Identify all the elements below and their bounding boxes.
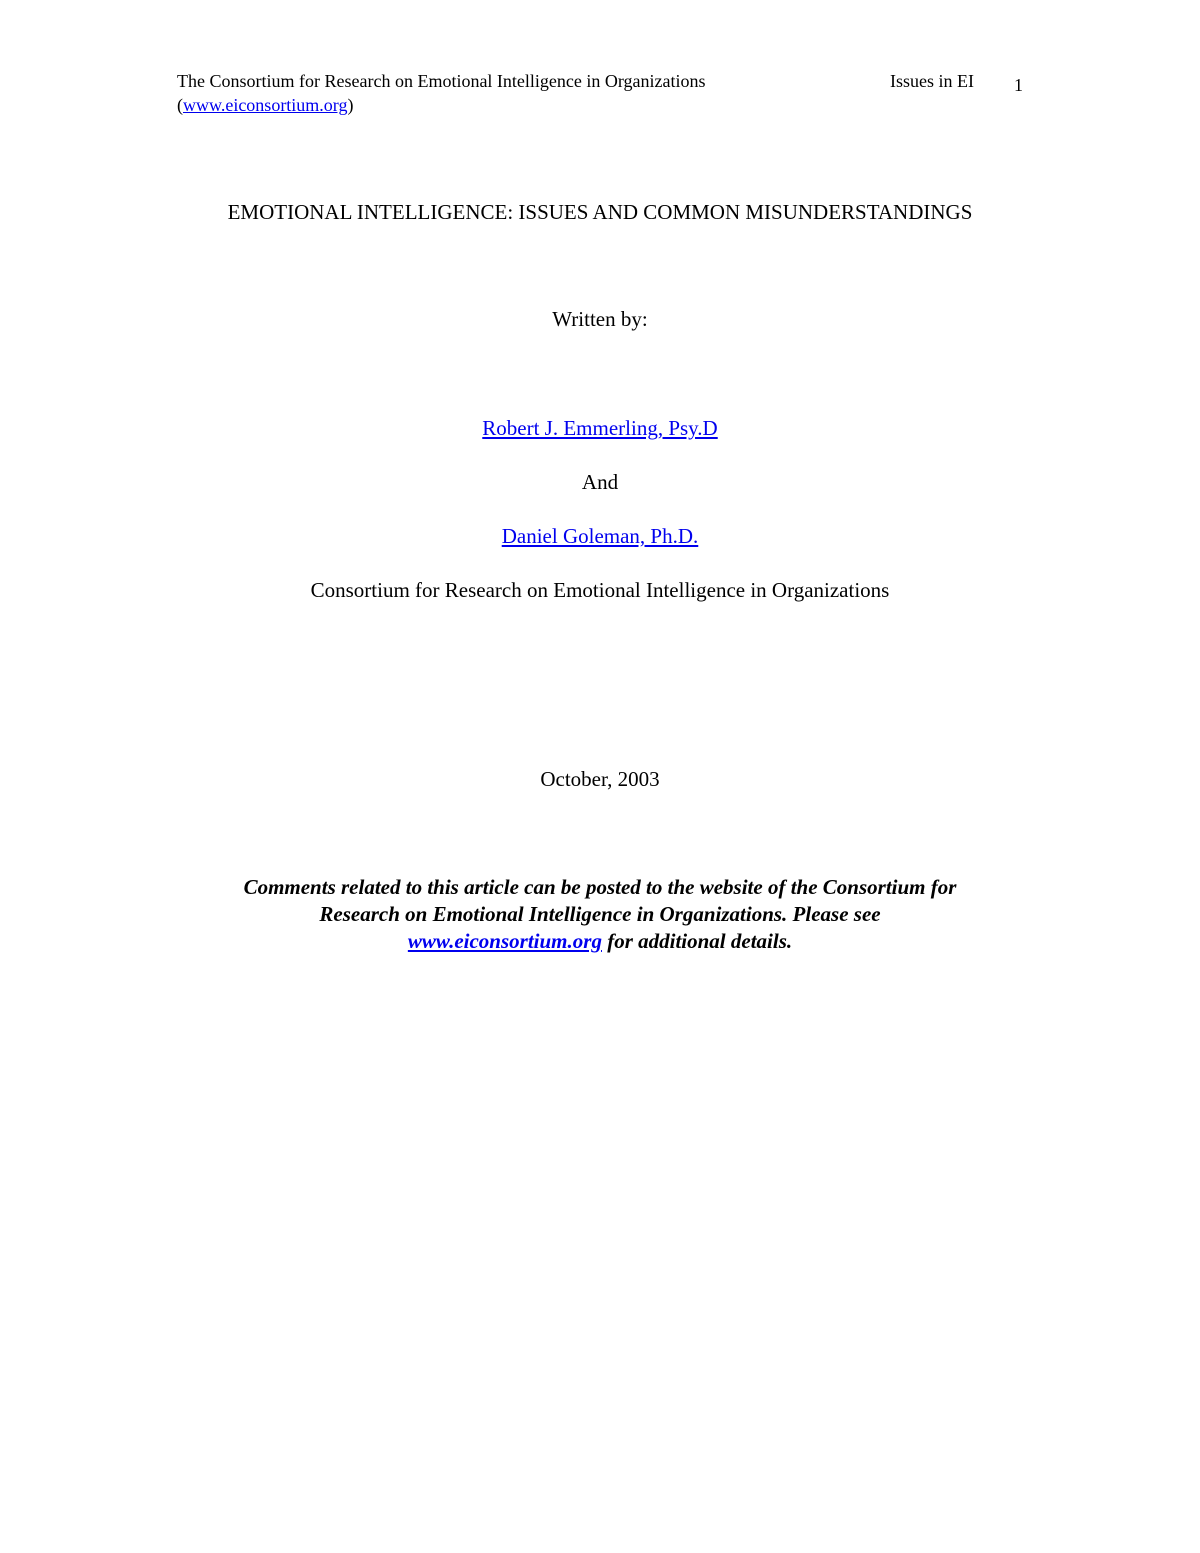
- header-url-open: (: [177, 95, 183, 115]
- author-conjunction: And: [581, 470, 619, 494]
- author-1: [0, 415, 1200, 441]
- author-2: [0, 523, 1200, 549]
- comments-line-3-rest: for additional details.: [601, 929, 793, 953]
- header-short-title: Issues in EI: [890, 71, 974, 91]
- document-title: EMOTIONAL INTELLIGENCE: ISSUES AND COMMON MISUNDERSTANDINGS: [227, 200, 973, 224]
- header-url-link[interactable]: www.eiconsortium.org: [183, 95, 348, 115]
- author-2-link[interactable]: Daniel Goleman, Ph.D.: [501, 524, 699, 548]
- affiliation: Consortium for Research on Emotional Intelligence in Organizations: [310, 578, 890, 602]
- comments-line-2: Research on Emotional Intelligence in Organizations. Please see: [319, 902, 881, 926]
- header-url-close: ): [347, 95, 354, 115]
- comments-url-link[interactable]: www.eiconsortium.org: [407, 929, 602, 953]
- page-number: 1: [1014, 75, 1023, 95]
- written-by-label: Written by:: [552, 307, 648, 331]
- publication-date: October, 2003: [540, 767, 660, 791]
- header-org-name: The Consortium for Research on Emotional Intelligence in Organizations: [177, 71, 706, 91]
- header-url-line: [177, 94, 353, 117]
- comments-line-3: [160, 928, 1040, 955]
- comments-note: [160, 874, 1040, 955]
- comments-line-1: Comments related to this article can be posted to the website of the Consortium for: [243, 875, 957, 899]
- author-1-link[interactable]: Robert J. Emmerling, Psy.D: [482, 416, 718, 440]
